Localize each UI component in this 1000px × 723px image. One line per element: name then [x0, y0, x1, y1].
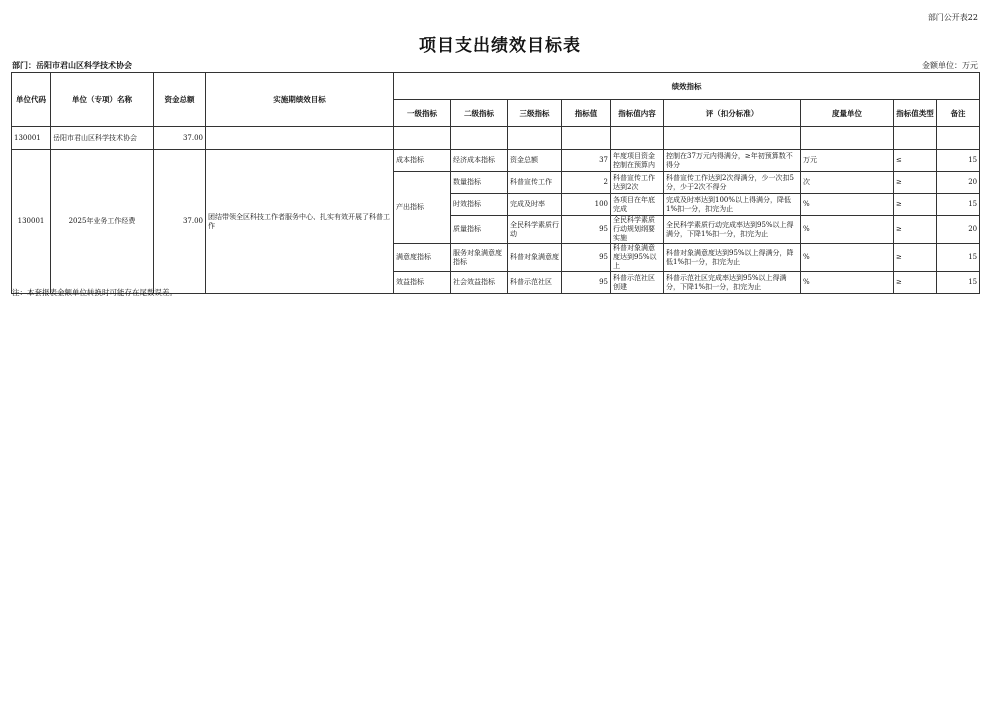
remark-cell: 20: [937, 216, 980, 244]
content-cell: 科普对象满意度达到95%以上: [611, 244, 664, 272]
report-number: 部门公开表22: [927, 13, 978, 22]
criteria-cell: 科普宣传工作达到2次得满分，少一次扣5分，少于2次不得分: [664, 172, 801, 194]
content-cell: 全民科学素质行动规划纲要实施: [611, 216, 664, 244]
header-perf-group: 绩效指标: [394, 73, 980, 100]
remark-cell: 20: [937, 172, 980, 194]
content-cell: 科普宣传工作达到2次: [611, 172, 664, 194]
criteria-cell: 控制在37万元内得满分，≥年初预算数不得分: [664, 150, 801, 172]
unit-cell: 次: [801, 172, 894, 194]
header-target: 实施期绩效目标: [206, 73, 394, 127]
level3-cell: 科普对象满意度: [508, 244, 562, 272]
unit-cell: %: [801, 272, 894, 294]
remark-cell: 15: [937, 150, 980, 172]
header-criteria: 评（扣分标准）: [664, 100, 801, 127]
level2-cell: 社会效益指标: [451, 272, 508, 294]
level1-cell: 效益指标: [394, 272, 451, 294]
level3-cell: 资金总额: [508, 150, 562, 172]
content-cell: 科普示范社区创建: [611, 272, 664, 294]
level3-cell: 全民科学素质行动: [508, 216, 562, 244]
summary-row: [12, 127, 980, 150]
footer-note: 注：本套报表金额单位转换时可能存在尾数误差。: [12, 288, 177, 297]
level2-cell: 经济成本指标: [451, 150, 508, 172]
type-cell: ≥: [894, 272, 937, 294]
remark-cell: 15: [937, 244, 980, 272]
value-cell: 2: [562, 172, 611, 194]
value-cell: 95: [562, 244, 611, 272]
page-title: 项目支出绩效目标表: [419, 36, 581, 56]
amount-unit-label: 金额单位：万元: [922, 61, 978, 70]
header-level3: 三级指标: [508, 100, 562, 127]
summary-amount: 37.00: [154, 127, 206, 150]
criteria-cell: 全民科学素质行动完成率达到95%以上得满分，下降1%扣一分，扣完为止: [664, 216, 801, 244]
header-unit-code: 单位代码: [12, 73, 51, 127]
level2-cell: 质量指标: [451, 216, 508, 244]
project-name: 2025年业务工作经费: [51, 150, 154, 294]
type-cell: ≥: [894, 216, 937, 244]
value-cell: 95: [562, 272, 611, 294]
remark-cell: 15: [937, 272, 980, 294]
value-cell: 37: [562, 150, 611, 172]
content-cell: 各项目在年底完成: [611, 194, 664, 216]
project-target: 团结带领全区科技工作者服务中心、扎实有效开展了科普工作: [206, 150, 394, 294]
remark-cell: 15: [937, 194, 980, 216]
summary-code: 130001: [12, 127, 51, 150]
level3-cell: 科普示范社区: [508, 272, 562, 294]
content-cell: 年度项目资金控制在预算内: [611, 150, 664, 172]
project-code: 130001: [12, 150, 51, 294]
header-value: 指标值: [562, 100, 611, 127]
header-remark: 备注: [937, 100, 980, 127]
unit-cell: 万元: [801, 150, 894, 172]
level3-cell: 完成及时率: [508, 194, 562, 216]
unit-cell: %: [801, 216, 894, 244]
level1-cell: 产出指标: [394, 172, 451, 244]
level3-cell: 科普宣传工作: [508, 172, 562, 194]
department-label: 部门：岳阳市君山区科学技术协会: [12, 60, 132, 70]
project-amount: 37.00: [154, 150, 206, 294]
header-value-type: 指标值类型: [894, 100, 937, 127]
criteria-cell: 科普对象满意度达到95%以上得满分，降低1%扣一分，扣完为止: [664, 244, 801, 272]
unit-cell: %: [801, 194, 894, 216]
value-cell: 95: [562, 216, 611, 244]
unit-cell: %: [801, 244, 894, 272]
performance-table: [11, 72, 980, 294]
level1-cell: 满意度指标: [394, 244, 451, 272]
criteria-cell: 科普示范社区完成率达到95%以上得满分，下降1%扣一分，扣完为止: [664, 272, 801, 294]
level2-cell: 服务对象满意度指标: [451, 244, 508, 272]
header-level1: 一级指标: [394, 100, 451, 127]
value-cell: 100: [562, 194, 611, 216]
level2-cell: 数量指标: [451, 172, 508, 194]
header-total-funds: 资金总额: [154, 73, 206, 127]
header-content: 指标值内容: [611, 100, 664, 127]
header-measure-unit: 度量单位: [801, 100, 894, 127]
type-cell: ≥: [894, 244, 937, 272]
table-row: [12, 150, 980, 172]
type-cell: ≤: [894, 150, 937, 172]
type-cell: ≥: [894, 194, 937, 216]
level2-cell: 时效指标: [451, 194, 508, 216]
header-unit-name: 单位（专项）名称: [51, 73, 154, 127]
level1-cell: 成本指标: [394, 150, 451, 172]
header-level2: 二级指标: [451, 100, 508, 127]
type-cell: ≥: [894, 172, 937, 194]
summary-name: 岳阳市君山区科学技术协会: [51, 127, 154, 150]
criteria-cell: 完成及时率达到100%以上得满分，降低1%扣一分，扣完为止: [664, 194, 801, 216]
